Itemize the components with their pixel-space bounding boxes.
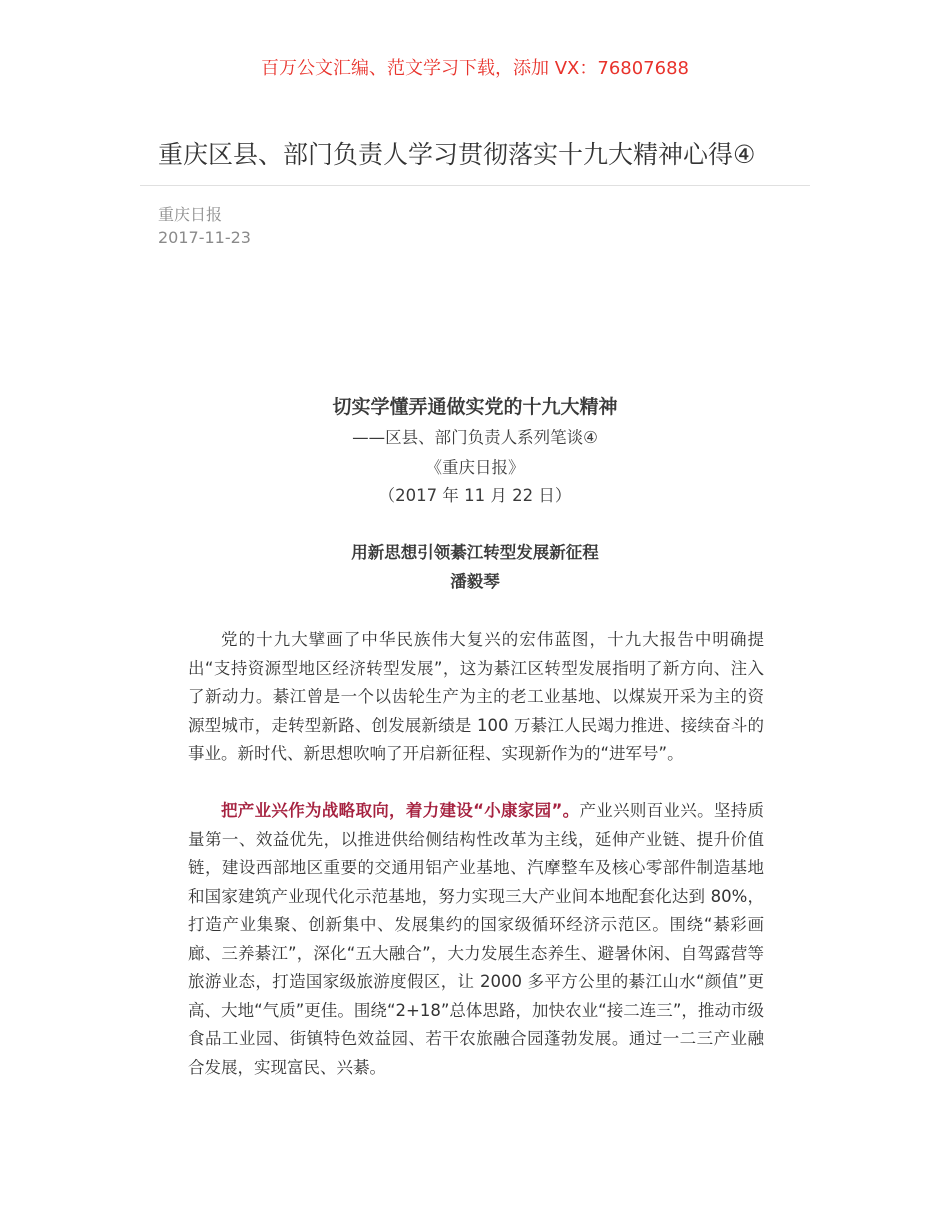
page-title: 重庆区县、部门负责人学习贯彻落实十九大精神心得④ [158, 140, 756, 169]
body-paragraph-1: 党的十九大擘画了中华民族伟大复兴的宏伟蓝图，十九大报告中明确提出“支持资源型地区经济转型发展”，这为綦江区转型发展指明了新方向、注入了新动力。綦江曾是一个以齿轮生产为主的老工业基地、以煤炭开采为主的资源型城市，走转型新路、创发展新绩是 100 万綦江人民竭力推进、接续奋斗的事业。新时代、新思想吹响了开启新征程、实现新作为的“进军号”。 [188, 630, 764, 763]
article-author: 潘毅琴 [450, 572, 500, 591]
article-title: 用新思想引领綦江转型发展新征程 [351, 543, 599, 562]
article-source: 重庆日报 [158, 205, 223, 224]
paragraph-lead-highlight: 把产业兴作为战略取向，着力建设“小康家园”。 [221, 801, 580, 820]
newspaper-name: 《重庆日报》 [425, 458, 525, 477]
publish-date: 2017-11-23 [158, 228, 251, 247]
series-subtitle: ——区县、部门负责人系列笔谈④ [352, 428, 598, 447]
body-paragraph-2 [188, 797, 764, 1082]
newspaper-date: （2017 年 11 月 22 日） [378, 486, 572, 505]
title-divider [140, 185, 810, 186]
paragraph-2-text: 产业兴则百业兴。坚持质量第一、效益优先，以推进供给侧结构性改革为主线，延伸产业链、提升价值链，建设西部地区重要的交通用铝产业基地、汽摩整车及核心零部件制造基地和国家建筑产业现代化示范基地，努力实现三大产业间本地配套化达到 80%，打造产业集聚、创新集中、发展集约的国家级循环经济示范区。围绕“綦彩画廊、三养綦江”，深化“五大融合”，大力发展生态养生、避暑休闲、自驾露营等旅游业态，打造国家级旅游度假区，让 2000 多平方公里的綦江山水“颜值”更高、大地“气质”更佳。围绕“2+18”总体思路，加快农业“接二连三”，推动市级食品工业园、街镇特色效益园、若干农旅融合园蓬勃发展。通过一二三产业融合发展，实现富民、兴綦。 [188, 801, 764, 1077]
series-main-title: 切实学懂弄通做实党的十九大精神 [332, 396, 618, 418]
promo-banner: 百万公文汇编、范文学习下载，添加 VX：76807688 [261, 58, 689, 79]
